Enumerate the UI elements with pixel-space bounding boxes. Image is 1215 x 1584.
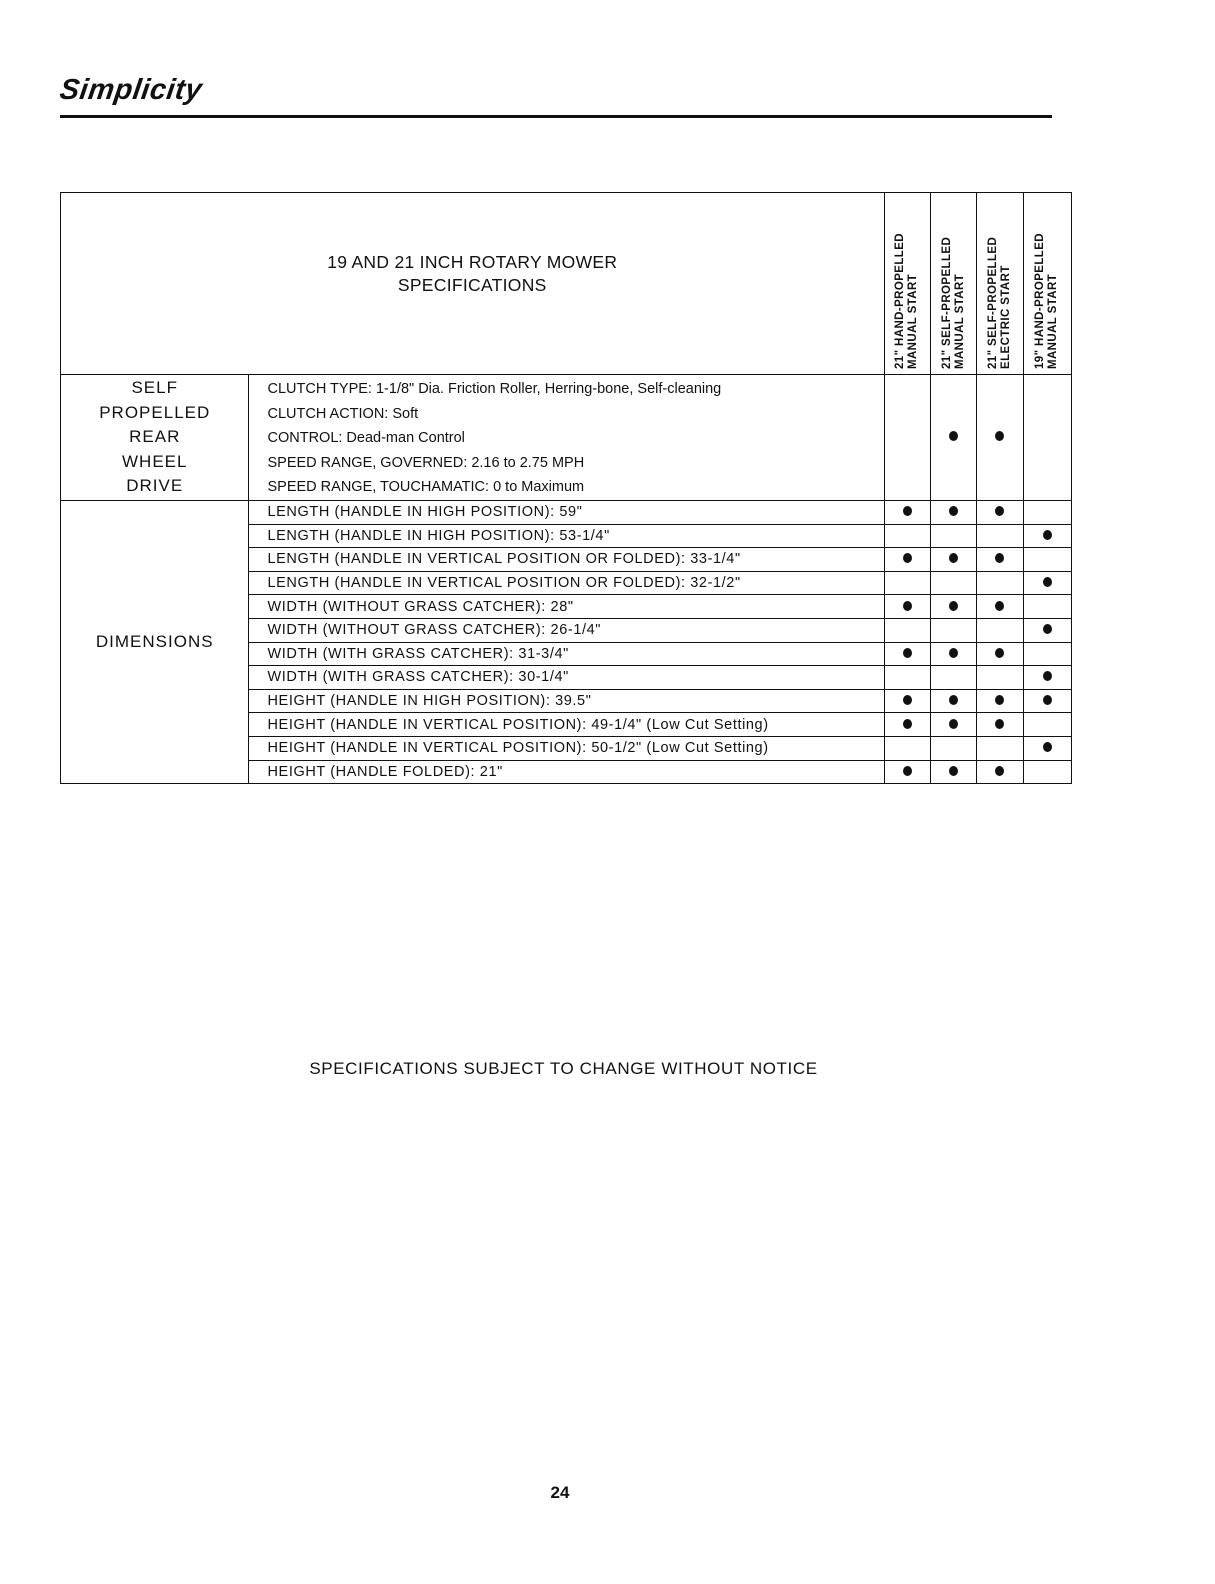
dimension-label: HEIGHT (HANDLE IN VERTICAL POSITION): 50-1/2" (Low Cut Setting): [249, 736, 884, 760]
bullet-dot-icon: [903, 695, 912, 705]
dimension-label: HEIGHT (HANDLE IN VERTICAL POSITION): 49-1/4" (Low Cut Setting): [249, 713, 884, 737]
bullet-dot-icon: [995, 766, 1004, 776]
model-header-line2: MANUAL START: [1047, 273, 1060, 369]
bullet-dot-icon: [949, 601, 958, 611]
dimension-label: WIDTH (WITHOUT GRASS CATCHER): 26-1/4": [249, 618, 884, 642]
mark-cell: [930, 524, 976, 548]
mark-cell: [1023, 618, 1071, 642]
mark-cell: [977, 375, 1023, 501]
mark-cell: [930, 760, 976, 784]
dimension-label: LENGTH (HANDLE IN VERTICAL POSITION OR FOLDED): 32-1/2": [249, 571, 884, 595]
mark-cell: [930, 689, 976, 713]
model-header-line1: 21" SELF-PROPELLED: [986, 236, 999, 369]
mark-cell: [930, 571, 976, 595]
mark-cell: [930, 500, 976, 524]
spec-line: CONTROL: Dead-man Control: [267, 430, 465, 447]
spec-line: SPEED RANGE, GOVERNED: 2.16 to 2.75 MPH: [267, 454, 585, 471]
table-row: [61, 500, 1072, 524]
mark-cell: [930, 548, 976, 572]
disclaimer-note: SPECIFICATIONS SUBJECT TO CHANGE WITHOUT NOTICE: [309, 1059, 818, 1078]
mark-cell: [977, 500, 1023, 524]
brand-logo: Simplicity: [57, 74, 205, 106]
mark-cell: [884, 618, 930, 642]
bullet-dot-icon: [1043, 695, 1052, 705]
header-rule: [60, 115, 1052, 118]
mark-cell: [977, 736, 1023, 760]
spec-line: CLUTCH TYPE: 1-1/8" Dia. Friction Roller, Herring-bone, Self-cleaning: [267, 381, 722, 397]
table-title-line2: SPECIFICATIONS: [397, 274, 547, 295]
mark-cell: [977, 642, 1023, 666]
bullet-dot-icon: [903, 648, 912, 658]
mark-cell: [977, 760, 1023, 784]
mark-cell: [930, 642, 976, 666]
mark-cell: [1023, 713, 1071, 737]
mark-cell: [977, 666, 1023, 690]
mark-cell: [1023, 689, 1071, 713]
mark-cell: [1023, 375, 1071, 501]
bullet-dot-icon: [1043, 624, 1052, 634]
mark-cell: [884, 571, 930, 595]
mark-cell: [977, 595, 1023, 619]
mark-cell: [884, 689, 930, 713]
mark-cell: [1023, 524, 1071, 548]
spec-line: CLUTCH ACTION: Soft: [267, 405, 419, 422]
mark-cell: [884, 760, 930, 784]
bullet-dot-icon: [949, 648, 958, 658]
model-header-line2: MANUAL START: [953, 273, 966, 369]
model-header-line2: ELECTRIC START: [999, 264, 1012, 369]
bullet-dot-icon: [995, 601, 1004, 611]
bullet-dot-icon: [995, 431, 1004, 441]
bullet-dot-icon: [903, 553, 912, 563]
bullet-dot-icon: [995, 719, 1004, 729]
bullet-dot-icon: [949, 431, 958, 441]
bullet-dot-icon: [995, 695, 1004, 705]
dimension-label: HEIGHT (HANDLE FOLDED): 21": [249, 760, 884, 784]
mark-cell: [1023, 595, 1071, 619]
section-label-line: PROPELLED: [99, 402, 211, 422]
mark-cell: [1023, 666, 1071, 690]
section-label-dimensions: DIMENSIONS: [61, 500, 249, 783]
dimension-label: LENGTH (HANDLE IN VERTICAL POSITION OR FOLDED): 33-1/4": [249, 548, 884, 572]
bullet-dot-icon: [949, 553, 958, 563]
dimension-label: WIDTH (WITHOUT GRASS CATCHER): 28": [249, 595, 884, 619]
mark-cell: [1023, 500, 1071, 524]
dimension-label: WIDTH (WITH GRASS CATCHER): 30-1/4": [249, 666, 884, 690]
model-header-line1: 19" HAND-PROPELLED: [1034, 232, 1047, 369]
mark-cell: [930, 736, 976, 760]
mark-cell: [930, 666, 976, 690]
self-propelled-specs: [249, 375, 884, 501]
model-header-line1: 21" HAND-PROPELLED: [894, 232, 907, 369]
dimension-label: LENGTH (HANDLE IN HIGH POSITION): 59": [249, 500, 884, 524]
mark-cell: [1023, 548, 1071, 572]
spec-table: [60, 192, 1072, 784]
bullet-dot-icon: [903, 601, 912, 611]
mark-cell: [884, 595, 930, 619]
model-header: [977, 193, 1023, 375]
mark-cell: [884, 713, 930, 737]
mark-cell: [977, 689, 1023, 713]
mark-cell: [930, 595, 976, 619]
mark-cell: [930, 375, 976, 501]
section-label-line: SELF: [131, 378, 178, 397]
bullet-dot-icon: [949, 695, 958, 705]
mark-cell: [977, 618, 1023, 642]
bullet-dot-icon: [903, 506, 912, 516]
page-number: 24: [550, 1483, 570, 1502]
model-header-line2: MANUAL START: [907, 273, 920, 369]
mark-cell: [1023, 736, 1071, 760]
section-label-line: REAR: [129, 427, 181, 447]
model-header: [884, 193, 930, 375]
model-header: [930, 193, 976, 375]
bullet-dot-icon: [1043, 530, 1052, 540]
bullet-dot-icon: [1043, 671, 1052, 681]
table-title: [61, 193, 885, 375]
bullet-dot-icon: [903, 719, 912, 729]
mark-cell: [884, 666, 930, 690]
mark-cell: [930, 713, 976, 737]
mark-cell: [977, 548, 1023, 572]
spec-line: SPEED RANGE, TOUCHAMATIC: 0 to Maximum: [267, 479, 585, 496]
mark-cell: [884, 524, 930, 548]
mark-cell: [930, 618, 976, 642]
bullet-dot-icon: [903, 766, 912, 776]
mark-cell: [977, 571, 1023, 595]
dimension-label: HEIGHT (HANDLE IN HIGH POSITION): 39.5": [249, 689, 884, 713]
bullet-dot-icon: [995, 553, 1004, 563]
bullet-dot-icon: [1043, 742, 1052, 752]
bullet-dot-icon: [949, 506, 958, 516]
table-title-line1: 19 AND 21 INCH ROTARY MOWER: [327, 251, 618, 272]
self-propelled-section: [61, 375, 1072, 501]
mark-cell: [1023, 642, 1071, 666]
bullet-dot-icon: [949, 719, 958, 729]
bullet-dot-icon: [995, 648, 1004, 658]
section-label-line: WHEEL: [122, 451, 188, 471]
dimension-label: WIDTH (WITH GRASS CATCHER): 31-3/4": [249, 642, 884, 666]
mark-cell: [884, 548, 930, 572]
mark-cell: [1023, 760, 1071, 784]
mark-cell: [884, 642, 930, 666]
section-label-line: DRIVE: [126, 476, 184, 496]
mark-cell: [977, 713, 1023, 737]
section-label-self-propelled: [61, 375, 249, 501]
mark-cell: [884, 375, 930, 501]
bullet-dot-icon: [949, 766, 958, 776]
model-header-line1: 21" SELF-PROPELLED: [940, 236, 953, 369]
model-header: [1023, 193, 1071, 375]
dimension-label: LENGTH (HANDLE IN HIGH POSITION): 53-1/4": [249, 524, 884, 548]
mark-cell: [884, 736, 930, 760]
mark-cell: [884, 500, 930, 524]
bullet-dot-icon: [995, 506, 1004, 516]
mark-cell: [1023, 571, 1071, 595]
bullet-dot-icon: [1043, 577, 1052, 587]
mark-cell: [977, 524, 1023, 548]
